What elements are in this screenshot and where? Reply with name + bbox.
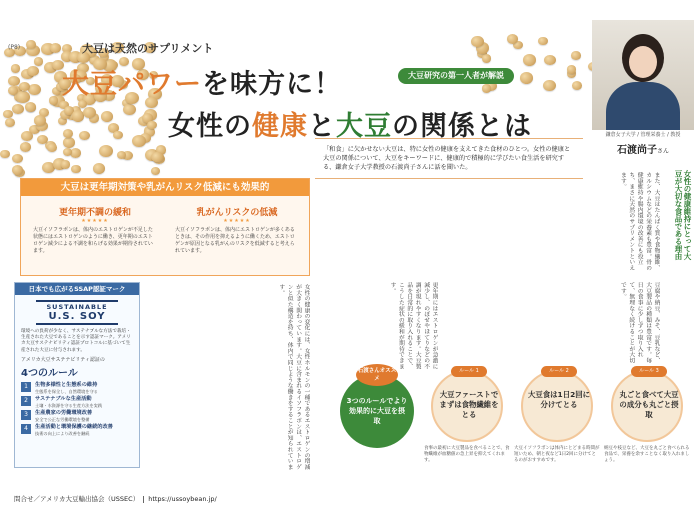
soybean bbox=[520, 72, 533, 84]
footer-contact: 問合せ／アメリカ大豆輸出協会（USSEC） bbox=[14, 495, 140, 503]
soybean bbox=[11, 64, 20, 72]
headline-accent: 大豆パワー bbox=[62, 69, 202, 100]
soybean bbox=[34, 57, 43, 65]
headline-rest: を味方に！ bbox=[202, 69, 342, 100]
rule-item: 3 生産農家の労働環境改善 安全で公正な労働環境を整備 bbox=[15, 409, 139, 423]
rule-item: 4 生産活動と環境保護の継続的改善 技術の向上により改善を継続 bbox=[15, 423, 139, 437]
soybean bbox=[50, 43, 62, 53]
footer-url[interactable]: https://ussoybean.jp/ bbox=[148, 495, 217, 503]
soybean bbox=[34, 115, 46, 125]
effect-text: 大豆イソフラボンは、体内のエストロゲンが不足した状態にはエストロゲンのように働き、更年期のエストロゲン減少による不調を和らげる効果が期待されています。 bbox=[33, 227, 153, 254]
rule-caption: 納豆や枝豆など、大豆を丸ごと食べられる食品で、栄養を余すことなく取り入れましょう。 bbox=[604, 446, 690, 464]
soybean bbox=[482, 84, 492, 92]
soybean bbox=[132, 135, 146, 147]
sustainable-us-soy-logo: SUSTAINABLE U.S. SOY bbox=[36, 300, 118, 325]
effect-menopause bbox=[33, 205, 157, 255]
effects-box-header: 大豆は更年期対策や乳がんリスク低減にも効果的 bbox=[21, 179, 309, 196]
soybean bbox=[572, 81, 583, 90]
recommend-tag: 石渡さんオススメ bbox=[356, 364, 398, 386]
soybean bbox=[61, 160, 71, 169]
soybean bbox=[49, 96, 58, 104]
soybean bbox=[63, 137, 75, 148]
soybean bbox=[151, 152, 163, 163]
rule-bubble: ルール 1 大豆ファーストでまずは食物繊維をとる 食事の最初に大豆製品を食べることで、食物繊維が血糖値の急上昇を抑えてくれます。 bbox=[424, 368, 510, 464]
body-column: 女性の健康の変化には、女性ホルモンの一種であるエストロゲンの増減が大きく関わっています。大豆に含まれるイソフラボンは、エストロゲンと似た構造を持ち、体内で同じような働きをすることが知られています。 bbox=[277, 284, 309, 470]
soybean bbox=[20, 142, 31, 152]
body-column: 更年期にはエストロゲンが急激に減少し、のぼせやほてりなどの不調が現れやすくなります。大豆製品を日常的に取り入れることで、こうした症状の緩和が期待できます。 bbox=[388, 282, 437, 369]
soybean bbox=[567, 65, 576, 73]
soybean bbox=[47, 143, 57, 152]
soybean bbox=[83, 107, 96, 118]
soybean bbox=[571, 51, 581, 59]
soybean bbox=[543, 80, 556, 91]
headline2-green: 大豆 bbox=[336, 111, 392, 142]
expert-badge: 大豆研究の第一人者が解説 bbox=[398, 68, 514, 84]
soybean bbox=[26, 40, 36, 49]
ssap-box bbox=[14, 282, 140, 468]
rules-header: アメリカ大豆サステナビリティ認証の bbox=[21, 356, 105, 363]
soybean bbox=[28, 84, 41, 96]
soybean bbox=[27, 66, 39, 77]
effect-breast-cancer bbox=[175, 205, 299, 255]
soybean bbox=[93, 163, 106, 174]
ssap-header: 日本でも広がるSSAP認証マーク bbox=[15, 283, 139, 295]
star-rating: ★★★★★ bbox=[223, 218, 251, 224]
effects-box bbox=[20, 178, 310, 276]
rule-caption: 食事の最初に大豆製品を食べることで、食物繊維が血糖値の急上昇を抑えてくれます。 bbox=[424, 446, 510, 464]
kicker: 大豆は天然のサプリメント bbox=[82, 42, 214, 55]
soybean bbox=[482, 54, 492, 63]
soybean bbox=[21, 131, 33, 141]
effect-title: 乳がんリスクの低減 bbox=[196, 208, 278, 218]
soybean bbox=[538, 37, 548, 45]
soybean bbox=[79, 131, 90, 141]
soybean bbox=[63, 129, 73, 138]
soybean bbox=[544, 55, 556, 66]
expert-photo bbox=[592, 20, 694, 130]
body-column: また、大豆はたんぱく質や食物繊維、カルシウムなどの栄養素も豊富。骨の健康維持や腸内環境の改善にも役立ち、まさに天然のサプリメントといえます。 bbox=[619, 172, 659, 271]
soybean bbox=[71, 165, 81, 173]
expert-name: 石渡尚子さん bbox=[616, 145, 669, 156]
soybean bbox=[0, 150, 10, 159]
soybean bbox=[101, 111, 114, 122]
soybean bbox=[151, 167, 160, 175]
recommend-message: 3つのルールでより効果的に大豆を摂取 bbox=[346, 397, 408, 425]
headline2-a: 女性の bbox=[168, 111, 252, 142]
rule-item: 2 サステナブルな生産活動 土壌・水資源を守る生産方法を実践 bbox=[15, 395, 139, 409]
soybean bbox=[5, 118, 16, 127]
soybean bbox=[8, 86, 18, 95]
soybean bbox=[471, 36, 483, 47]
soybean bbox=[123, 104, 136, 115]
headline2-c: の関係とは bbox=[392, 111, 532, 142]
soybean bbox=[523, 54, 537, 66]
page-number: (P8) bbox=[8, 44, 21, 51]
soybean bbox=[99, 145, 113, 157]
soybean bbox=[19, 82, 29, 91]
rule-caption: 大豆イソフラボンは体内にとどまる時間が短いため、朝と夜など1日2回に分けてとるのがおすすめです。 bbox=[514, 446, 600, 464]
recommend-badge bbox=[340, 368, 414, 448]
rules-title: 4つのルール bbox=[21, 367, 78, 379]
body-column: 豆腐や納豆、みそ、豆乳など、大豆製品の種類は豊富です。毎日の食事に少しずつ取り入れて、無理なく続けることが大切です。 bbox=[619, 282, 659, 364]
soybean bbox=[113, 131, 123, 140]
headline2-accent: 健康 bbox=[252, 111, 308, 142]
soybean bbox=[147, 121, 157, 130]
rule-item: 1 生物多様性と生態系の維持 生態系を保全し、自然環境を守る bbox=[15, 381, 139, 395]
effect-text: 大豆イソフラボンは、体内にエストロゲンが多くあるときは、その作用を抑えるように働くため、エストロゲンが原因となる乳がんのリスクを低減すると考えられています。 bbox=[175, 227, 295, 254]
rule-bubble: ルール 2 大豆食は1日2回に分けてとる 大豆イソフラボンは体内にとどまる時間が短いため、朝と夜など1日2回に分けてとるのがおすすめです。 bbox=[514, 368, 600, 464]
soybean bbox=[12, 154, 23, 164]
rule-bubble: ルール 3 丸ごと食べて大豆の成分も丸ごと摂取 納豆や枝豆など、大豆を丸ごと食べられる食品で、栄養を余すことなく取り入れましょう。 bbox=[604, 368, 690, 464]
footer bbox=[14, 494, 217, 503]
effect-title: 更年期不調の緩和 bbox=[58, 208, 131, 218]
expert-affiliation: 鎌倉女子大学 / 管理栄養士 / 教授 bbox=[605, 132, 681, 138]
headline-line1 bbox=[62, 62, 342, 101]
expert-profile bbox=[592, 132, 694, 156]
star-rating: ★★★★★ bbox=[81, 218, 109, 224]
soybean bbox=[37, 135, 48, 144]
soybean bbox=[8, 76, 19, 86]
soybean bbox=[12, 104, 24, 115]
ssap-description: 環境への負荷が少なく、サステナブルな方法で栽培・生産された大豆であることを示す認証マーク。アメリカ大豆サステナビリティ認証プロトコルに基づいて生産された大豆に付与されます。 bbox=[21, 329, 131, 353]
section-side-label: 女性の健康維持にとって大豆が大切な食品である理由 bbox=[674, 170, 692, 260]
headline2-b: と bbox=[308, 111, 336, 142]
lead-paragraph: 「和食」に欠かせない大豆は、特に女性の健康を支えてきた食材のひとつ。女性の健康と大豆の関係について、大豆をキーワードに、健康的で積極的に学びたい食生活を研究する、鎌倉女子大学教授の石渡尚子さんに話を聞いた。 bbox=[315, 138, 583, 179]
